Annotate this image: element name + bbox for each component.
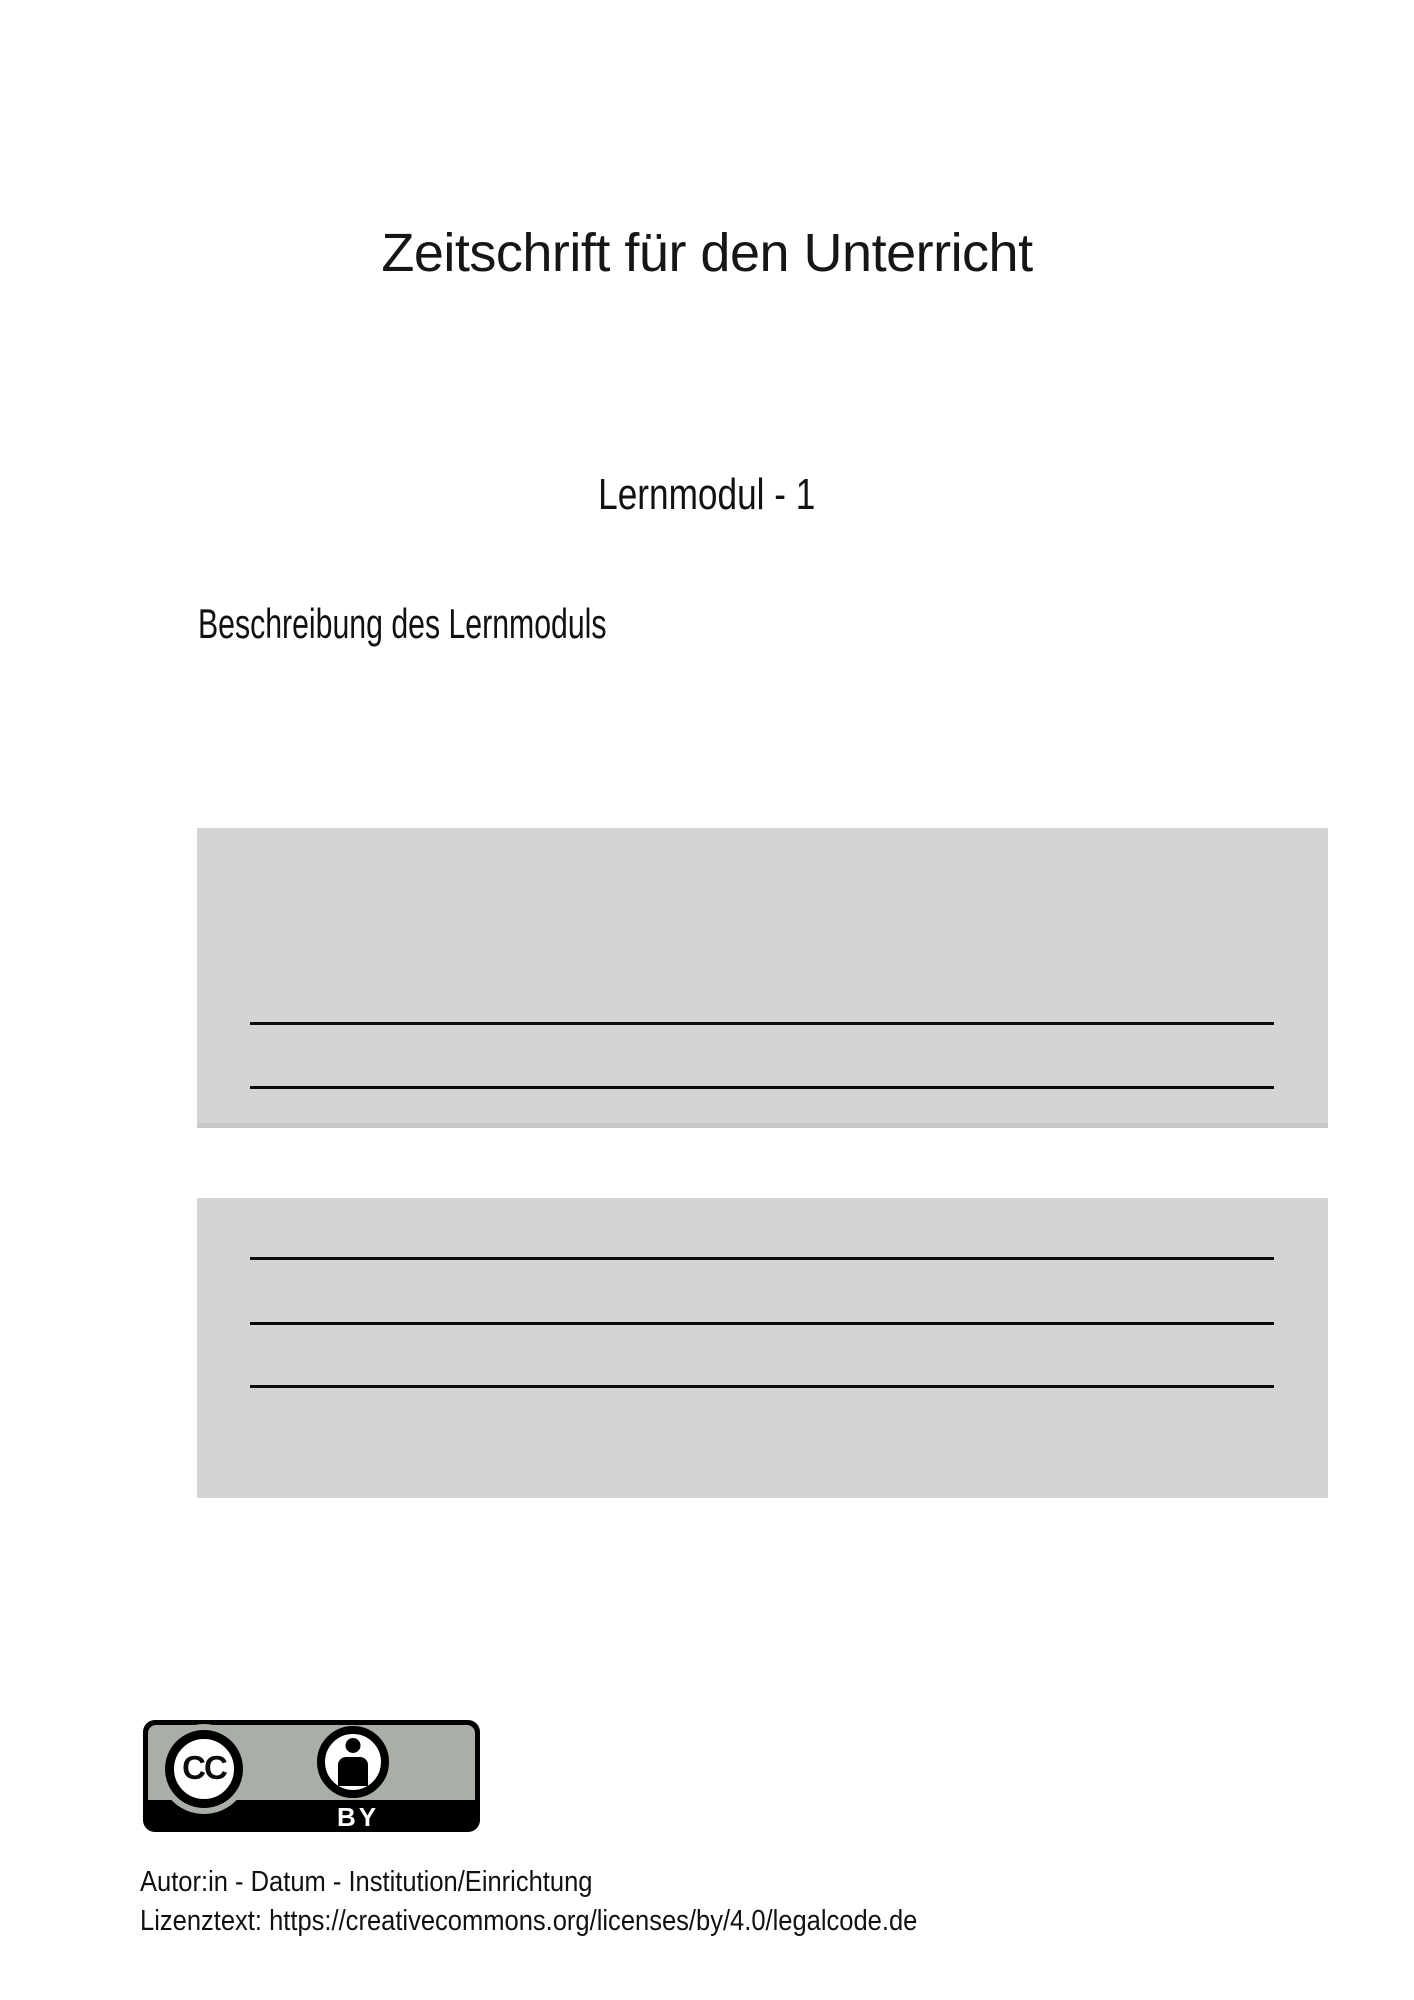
person-body-icon	[338, 1757, 368, 1786]
module-subtitle-text: Lernmodul - 1	[598, 470, 816, 519]
cc-by-license-badge[interactable]	[143, 1720, 480, 1832]
writing-line	[250, 1385, 1274, 1388]
footer-license-line: Lizenztext: https://creativecommons.org/licenses/by/4.0/legalcode.de	[140, 1905, 918, 1937]
person-head-icon	[346, 1738, 361, 1753]
answer-box-2[interactable]	[197, 1198, 1328, 1498]
writing-line	[250, 1086, 1274, 1089]
journal-title: Zeitschrift für den Unterricht	[381, 223, 1033, 283]
by-attribution-label: BY	[336, 1802, 380, 1832]
writing-line	[250, 1022, 1274, 1025]
writing-line	[250, 1257, 1274, 1260]
section-heading: Beschreibung des Lernmoduls	[198, 600, 607, 647]
module-subtitle	[0, 470, 1414, 520]
cc-logo-icon	[165, 1730, 243, 1808]
answer-box-1[interactable]	[197, 828, 1328, 1128]
footer-author-line: Autor:in - Datum - Institution/Einrichtung	[140, 1866, 593, 1898]
cc-logo-text: CC	[182, 1749, 226, 1786]
writing-line	[250, 1322, 1274, 1325]
footer	[140, 1863, 1023, 1941]
person-icon	[317, 1726, 389, 1798]
